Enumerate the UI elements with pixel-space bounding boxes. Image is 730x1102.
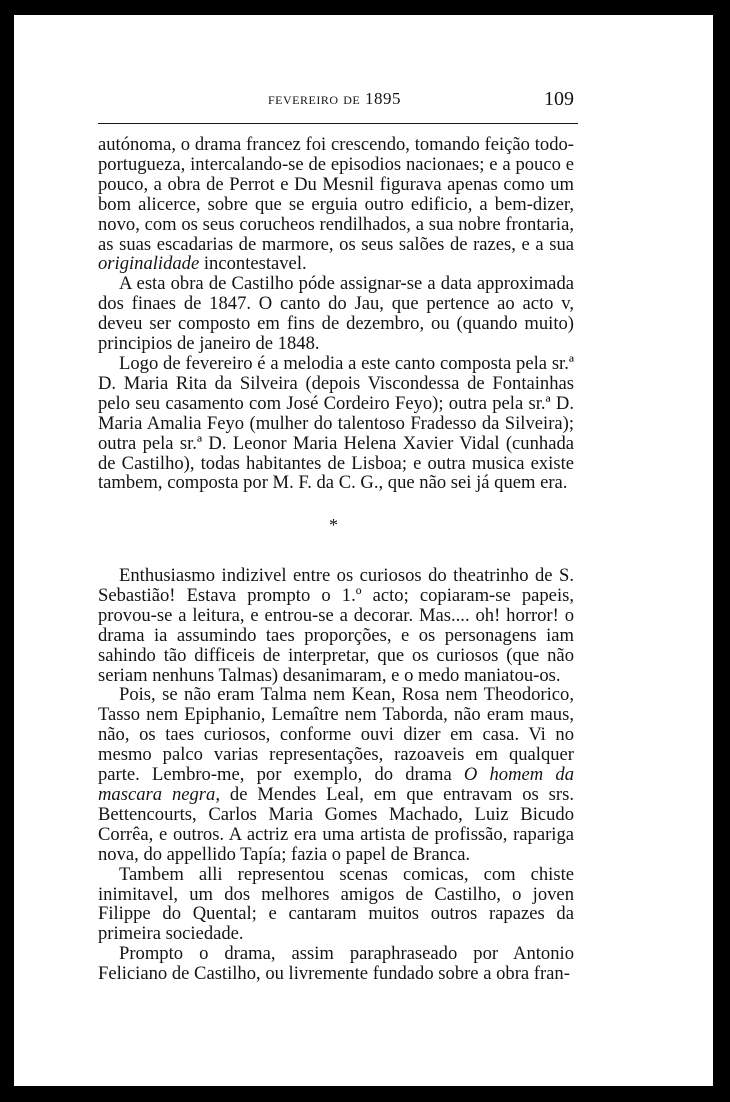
- paragraph: Logo de fevereiro é a melodia a este canto composta pela sr.ª D. Maria Rita da Silveira (depois Viscondessa de Fontainhas pelo seu casamento com José Cordeiro Feyo); outra pela sr.ª D. Maria Amalia Feyo (mulher do talentoso Fradesso da Silveira); outra pela sr.ª D. Leonor Maria Helena Xavier Vidal (cunhada de Castilho), todas habitantes de Lisboa; e outra musica existe tambem, composta por M. F. da C. G., que não sei já quem era.: [98, 352, 574, 494]
- italic-title: O homem da mascara negra,: [98, 764, 574, 805]
- paragraph: autónoma, o drama francez foi crescendo, tomando feição todo-portugueza, intercalando-se de episodios nacionaes; e a pouco e pouco, a obra de Perrot e Du Mesnil figurava apenas como um bom alicerce, sobre que se erguia outro edificio, a bem-dizer, novo, com os seus corucheos rendilhados, a sua nobre frontaria, as suas escadarias de marmore, os seus salões de razes, e a sua originalidade incontestavel.: [98, 134, 574, 275]
- paragraph: Prompto o drama, assim paraphraseado por Antonio Feliciano de Castilho, ou livremente fundado sobre a obra fran-: [98, 943, 574, 985]
- paragraph: Enthusiasmo indizivel entre os curiosos do theatrinho de S. Sebastião! Estava prompto o 1.º acto; copiaram-se papeis, provou-se a leitura, e entrou-se a decorar. Mas.... oh! horror! o drama ia assumindo taes proporções, e os personagens iam sahindo tão difficeis de interpretar, que os curiosos (que não seriam nenhuns Talmas) desanimaram, e o medo maniatou-os.: [98, 565, 574, 686]
- section-separator-asterisk: *: [329, 515, 338, 535]
- paragraph: A esta obra de Castilho póde assignar-se a data approximada dos finaes de 1847. O canto do Jau, que pertence ao acto v, deveu ser composto em fins de dezembro, ou (quando muito) principios de janeiro de 1848.: [98, 273, 574, 355]
- text-section-1: [98, 135, 574, 493]
- running-title: fevereiro de 1895: [268, 89, 401, 108]
- paragraph: Pois, se não eram Talma nem Kean, Rosa nem Theodorico, Tasso nem Epiphanio, Lemaître nem Taborda, não eram maus, não, os taes curiosos, conforme ouvi dizer em casa. Vi no mesmo palco varias representações, razoaveis em qualquer parte. Lembro-me, por exemplo, do drama O homem da mascara negra, de Mendes Leal, em que entravam os srs. Bettencourts, Carlos Maria Gomes Machado, Luiz Bicudo Corrêa, e outros. A actriz era uma artista de profissão, rapariga nova, do appellido Tapía; fazia o papel de Branca.: [98, 684, 574, 865]
- text-section-2: [98, 566, 574, 984]
- page-header: [98, 88, 576, 114]
- page-number: 109: [544, 88, 574, 110]
- header-rule: [98, 123, 578, 124]
- italic-word: originalidade: [98, 253, 200, 275]
- paragraph: Tambem alli representou scenas comicas, com chiste inimitavel, um dos melhores amigos de Castilho, o joven Filippe do Quental; e cantaram muitos outros rapazes da primeira sociedade.: [98, 863, 574, 945]
